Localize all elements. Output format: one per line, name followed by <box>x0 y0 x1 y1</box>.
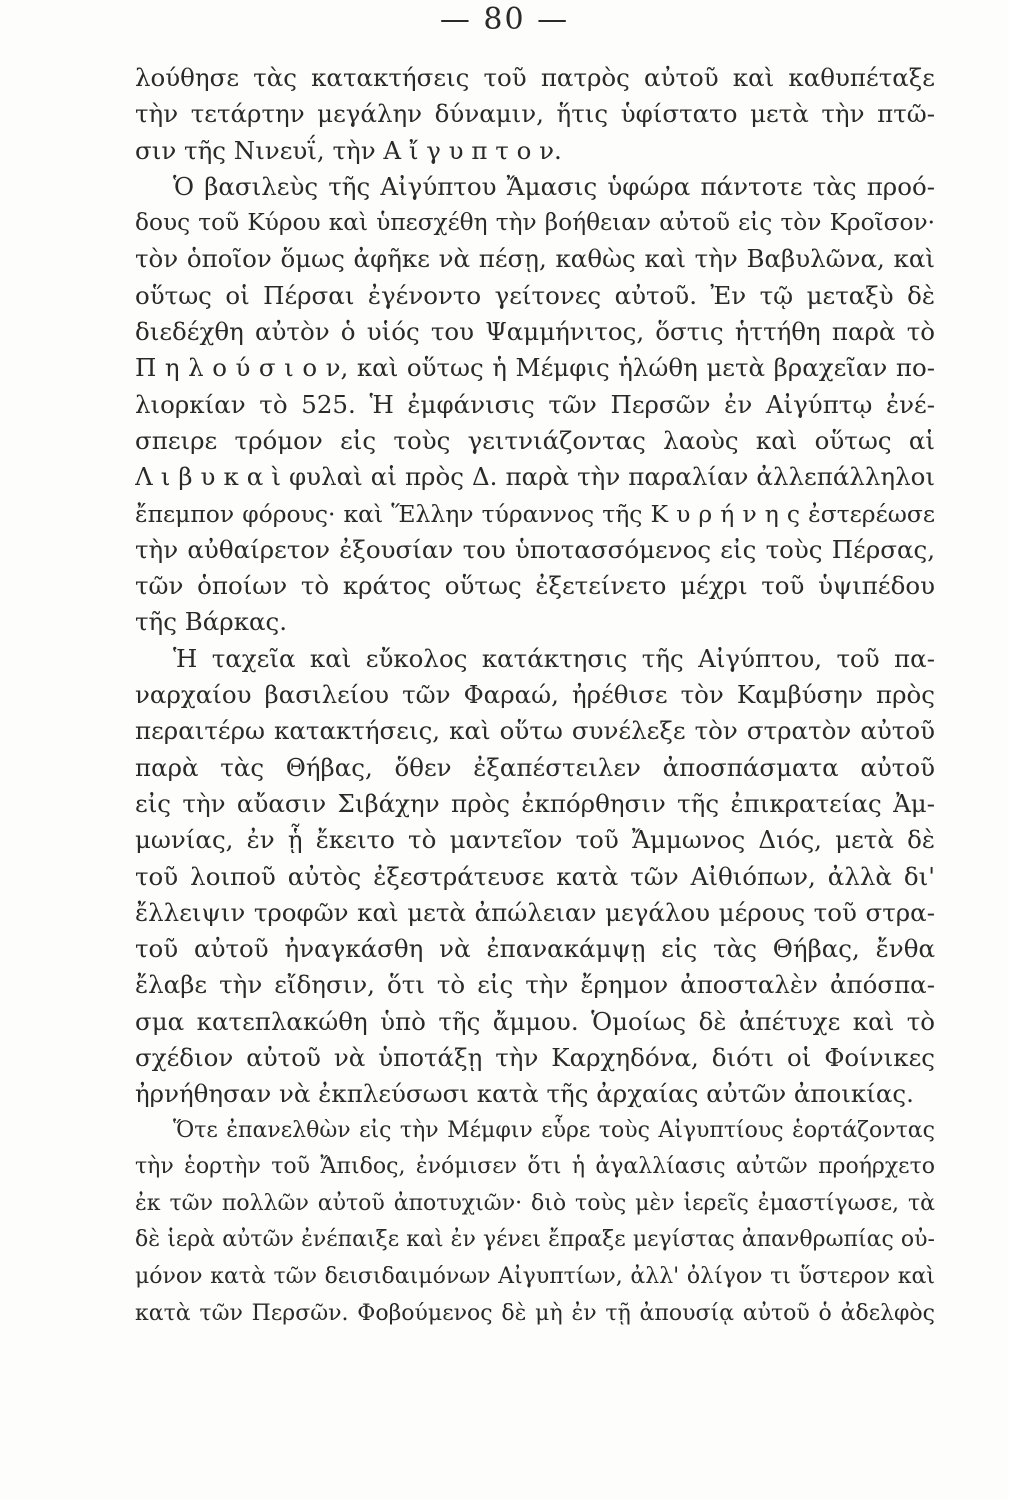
text-line: τὴν τετάρτην μεγάλην δύναμιν, ἥτις ὑφίστατο μετὰ τὴν πτῶ- <box>135 99 935 129</box>
text-line: διεδέχθη αὐτὸν ὁ υἱός του Ψαμμήνιτος, ὅστις ἡττήθη παρὰ τὸ <box>135 317 935 347</box>
text-line: τῆς Βάρκας. <box>135 607 288 637</box>
body-text <box>135 60 935 1332</box>
text-line: Ἡ ταχεῖα καὶ εὔκολος κατάκτησις τῆς Αἰγύπτου, τοῦ πα- <box>173 643 935 673</box>
text-line: δους τοῦ Κύρου καὶ ὑπεσχέθη τὴν βοήθειαν αὐτοῦ εἰς τὸν Κροῖσον· <box>135 209 935 237</box>
text-line: λούθησε τὰς κατακτήσεις τοῦ πατρὸς αὐτοῦ καὶ καθυπέταξε <box>135 63 935 92</box>
text-line: τὴν ἑορτὴν τοῦ Ἄπιδος, ἐνόμισεν ὅτι ἡ ἀγαλλίασις αὐτῶν προήρχετο <box>135 1154 935 1180</box>
text-line: τοῦ αὐτοῦ ἠναγκάσθη νὰ ἐπανακάμψῃ εἰς τὰς Θήβας, ἔνθα <box>135 934 935 964</box>
paragraph-3 <box>135 641 935 1113</box>
text-line: τὸν ὁποῖον ὅμως ἀφῆκε νὰ πέσῃ, καθὼς καὶ τὴν Βαβυλῶνα, καὶ <box>135 244 935 274</box>
text-line: περαιτέρω κατακτήσεις, καὶ οὕτω συνέλεξε τὸν στρατὸν αὐτοῦ <box>135 716 935 746</box>
paragraph-1 <box>135 60 935 169</box>
text-line: τὴν αὐθαίρετον ἐξουσίαν του ὑποτασσόμενος εἰς τοὺς Πέρσας, <box>135 534 935 564</box>
text-line: κατὰ τῶν Περσῶν. Φοβούμενος δὲ μὴ ἐν τῇ ἀπουσίᾳ αὐτοῦ ὁ ἀδελφὸς <box>135 1300 935 1326</box>
text-line: μωνίας, ἐν ᾗ ἔκειτο τὸ μαντεῖον τοῦ Ἄμμωνος Διός, μετὰ δὲ <box>135 825 935 855</box>
paragraph-4 <box>135 1113 935 1333</box>
text-line: Ὅτε ἐπανελθὼν εἰς τὴν Μέμφιν εὗρε τοὺς Αἰγυπτίους ἑορτάζοντας <box>173 1117 935 1143</box>
text-line: μόνον κατὰ τῶν δεισιδαιμόνων Αἰγυπτίων, ἀλλ' ὀλίγον τι ὕστερον καὶ <box>135 1263 935 1289</box>
text-line: Λ ι β υ κ α ὶ φυλαὶ αἱ πρὸς Δ. παρὰ τὴν παραλίαν ἀλλεπάλληλοι <box>135 462 935 492</box>
text-line: ἐκ τῶν πολλῶν αὐτοῦ ἀποτυχιῶν· διὸ τοὺς μὲν ἱερεῖς ἐμαστίγωσε, τὰ <box>135 1190 935 1216</box>
text-line: ἔλλειψιν τροφῶν καὶ μετὰ ἀπώλειαν μεγάλου μέρους τοῦ στρα- <box>135 897 935 927</box>
text-line: ἠρνήθησαν νὰ ἐκπλεύσωσι κατὰ τῆς ἀρχαίας αὐτῶν ἀποικίας. <box>135 1079 914 1109</box>
text-line: οὕτως οἱ Πέρσαι ἐγένοντο γείτονες αὐτοῦ. Ἐν τῷ μεταξὺ δὲ <box>135 280 935 310</box>
text-line: ναρχαίου βασιλείου τῶν Φαραώ, ἠρέθισε τὸν Καμβύσην πρὸς <box>135 680 935 710</box>
text-line: σμα κατεπλακώθη ὑπὸ τῆς ἄμμου. Ὁμοίως δὲ ἀπέτυχε καὶ τὸ <box>135 1006 935 1036</box>
text-line: ἔπεμπον φόρους· καὶ Ἕλλην τύραννος τῆς Κ υ ρ ή ν η ς ἐστερέωσε <box>135 499 935 528</box>
page-number: — 80 — <box>439 2 570 37</box>
text-line: σχέδιον αὐτοῦ νὰ ὑποτάξῃ τὴν Καρχηδόνα, διότι οἱ Φοίνικες <box>135 1043 935 1073</box>
text-line: τοῦ λοιποῦ αὐτὸς ἐξεστράτευσε κατὰ τῶν Αἰθιόπων, ἀλλὰ δι' <box>135 861 935 891</box>
text-line: τῶν ὁποίων τὸ κράτος οὕτως ἐξετείνετο μέχρι τοῦ ὑψιπέδου <box>135 571 935 601</box>
text-line: Π η λ ο ύ σ ι ο ν, καὶ οὕτως ἡ Μέμφις ἡλώθη μετὰ βραχεῖαν πο- <box>135 353 935 383</box>
text-line: παρὰ τὰς Θήβας, ὅθεν ἐξαπέστειλεν ἀποσπάσματα αὐτοῦ <box>135 752 935 782</box>
text-line: δὲ ἱερὰ αὐτῶν ἐνέπαιξε καὶ ἐν γένει ἔπραξε μεγίστας ἀπανθρωπίας οὐ- <box>135 1227 935 1253</box>
text-line: εἰς τὴν αὔασιν Σιβάχην πρὸς ἐκπόρθησιν τῆς ἐπικρατείας Ἀμ- <box>135 788 935 818</box>
text-line: ἔλαβε τὴν εἴδησιν, ὅτι τὸ εἰς τὴν ἔρημον ἀποσταλὲν ἀπόσπα- <box>135 970 935 1000</box>
paragraph-2 <box>135 169 935 641</box>
text-line: σιν τῆς Νινευΐ, τὴν Α ἴ γ υ π τ ο ν. <box>135 135 562 165</box>
text-line: σπειρε τρόμον εἰς τοὺς γειτνιάζοντας λαοὺς καὶ οὕτως αἱ <box>135 425 935 455</box>
text-line: λιορκίαν τὸ 525. Ἡ ἐμφάνισις τῶν Περσῶν ἐν Αἰγύπτῳ ἐνέ- <box>135 389 935 419</box>
text-line: Ὁ βασιλεὺς τῆς Αἰγύπτου Ἄμασις ὑφώρα πάντοτε τὰς προό- <box>173 171 935 201</box>
